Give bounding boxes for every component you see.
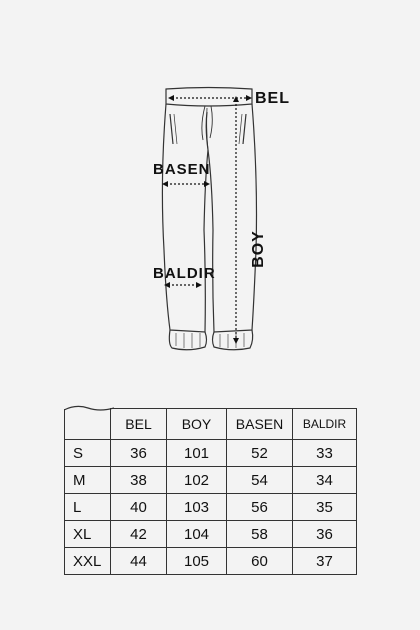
- header-boy: BOY: [167, 409, 227, 440]
- cell-baldir: 33: [293, 440, 357, 467]
- right-cuff: [213, 330, 253, 350]
- cell-boy: 104: [167, 521, 227, 548]
- pants-left-leg: [162, 104, 208, 332]
- left-cuff: [169, 330, 206, 350]
- cell-bel: 44: [111, 548, 167, 575]
- header-baldir: BALDIR: [293, 409, 357, 440]
- waistband: [166, 88, 252, 107]
- bel-label: BEL: [255, 90, 290, 107]
- table-row: [65, 467, 357, 494]
- cell-baldir: 37: [293, 548, 357, 575]
- size-label: L: [65, 494, 111, 521]
- cell-basen: 60: [227, 548, 293, 575]
- cell-baldir: 35: [293, 494, 357, 521]
- pants-right-leg: [208, 104, 257, 332]
- cell-basen: 58: [227, 521, 293, 548]
- cell-baldir: 36: [293, 521, 357, 548]
- size-label: M: [65, 467, 111, 494]
- boy-label: BOY: [249, 230, 267, 268]
- cell-boy: 101: [167, 440, 227, 467]
- cell-bel: 40: [111, 494, 167, 521]
- header-bel: BEL: [111, 409, 167, 440]
- cell-baldir: 34: [293, 467, 357, 494]
- size-label: XL: [65, 521, 111, 548]
- baldir-label: BALDIR: [153, 265, 216, 282]
- right-pocket: [243, 114, 246, 144]
- cell-bel: 36: [111, 440, 167, 467]
- size-label: S: [65, 440, 111, 467]
- cell-bel: 38: [111, 467, 167, 494]
- table-header-row: [65, 409, 357, 440]
- cell-bel: 42: [111, 521, 167, 548]
- left-pocket: [170, 114, 173, 144]
- cell-basen: 56: [227, 494, 293, 521]
- cell-boy: 105: [167, 548, 227, 575]
- basen-label: BASEN: [153, 161, 211, 178]
- cell-basen: 52: [227, 440, 293, 467]
- corner-cell: [65, 409, 111, 440]
- cell-basen: 54: [227, 467, 293, 494]
- table-row: [65, 521, 357, 548]
- header-basen: BASEN: [227, 409, 293, 440]
- table-row: [65, 548, 357, 575]
- size-label: XXL: [65, 548, 111, 575]
- table-row: [65, 494, 357, 521]
- cell-boy: 103: [167, 494, 227, 521]
- size-chart-table: [64, 408, 357, 575]
- cell-boy: 102: [167, 467, 227, 494]
- table-row: [65, 440, 357, 467]
